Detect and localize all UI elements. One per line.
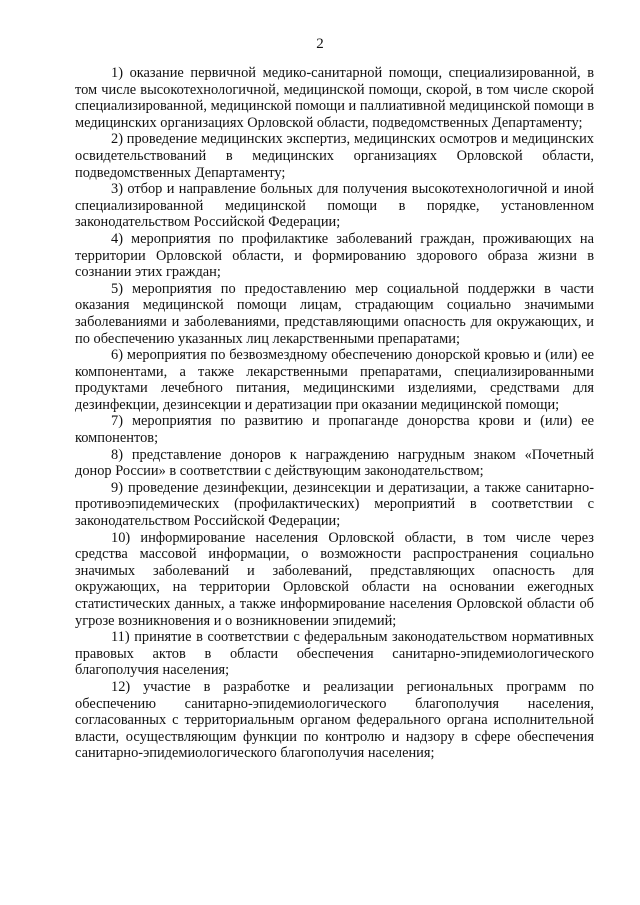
list-item-8: 8) представление доноров к награждению нагрудным знаком «Почетный донор России» в соответствии с действующим законодательством; [75, 446, 594, 480]
list-item-11: 11) принятие в соответствии с федеральным законодательством нормативных правовых актов в области обеспечения санитарно-эпидемиологического благополучия населения; [75, 629, 594, 679]
list-item-12: 12) участие в разработке и реализации региональных программ по обеспечению санитарно-эпидемиологического благополучия населения, согласованных с территориальным органом федерального органа исполнительной власти, осуществляющим функции по контролю и надзору в сфере обеспечения санитарно-эпидемиологического благополучия населения; [75, 678, 594, 762]
list-item-3: 3) отбор и направление больных для получения высокотехнологичной и иной специализированной медицинской помощи в порядке, установленном законодательством Российской Федерации; [75, 181, 594, 231]
list-item-4: 4) мероприятия по профилактике заболеваний граждан, проживающих на территории Орловской области, и формированию здорового образа жизни в сознании этих граждан; [75, 230, 594, 281]
page-number: 2 [316, 36, 324, 52]
list-item-5: 5) мероприятия по предоставлению мер социальной поддержки в части оказания медицинской помощи лицам, страдающим социально значимыми заболеваниями и заболеваниями, представляющими опасность для окружающих, и по обеспечению указанных лиц лекарственными препаратами; [75, 280, 594, 347]
list-item-2: 2) проведение медицинских экспертиз, медицинских осмотров и медицинских освидетельствований в медицинских организациях Орловской области, подведомственных Департаменту; [75, 131, 594, 181]
list-item-10: 10) информирование населения Орловской области, в том числе через средства массовой информации, о возможности распространения социально значимых заболеваний и заболеваний, представляющих опасность для окружающих, на территории Орловской области на основании ежегодных статистических данных, а также информирование населения Орловской области об угрозе возникновения и о возникновении эпидемий; [75, 529, 594, 629]
list-item-9: 9) проведение дезинфекции, дезинсекции и дератизации, а также санитарно-противоэпидемических (профилактических) мероприятий в соответствии с законодательством Российской Федерации; [75, 479, 594, 530]
list-item-7: 7) мероприятия по развитию и пропаганде донорства крови и (или) ее компонентов; [75, 413, 594, 447]
list-item-1: 1) оказание первичной медико-санитарной помощи, специализированной, в том числе высокотехнологичной, медицинской помощи, скорой, в том числе скорой специализированной, медицинской помощи и паллиативной медицинской помощи в медицинских организациях Орловской области, подведомственных Департаменту; [75, 65, 594, 131]
list-item-6: 6) мероприятия по безвозмездному обеспечению донорской кровью и (или) ее компонентами, а также лекарственными препаратами, специализированными продуктами лечебного питания, медицинскими изделиями, средствами для дезинфекции, дезинсекции и дератизации при оказании медицинской помощи; [75, 347, 594, 413]
document-body [75, 65, 594, 762]
